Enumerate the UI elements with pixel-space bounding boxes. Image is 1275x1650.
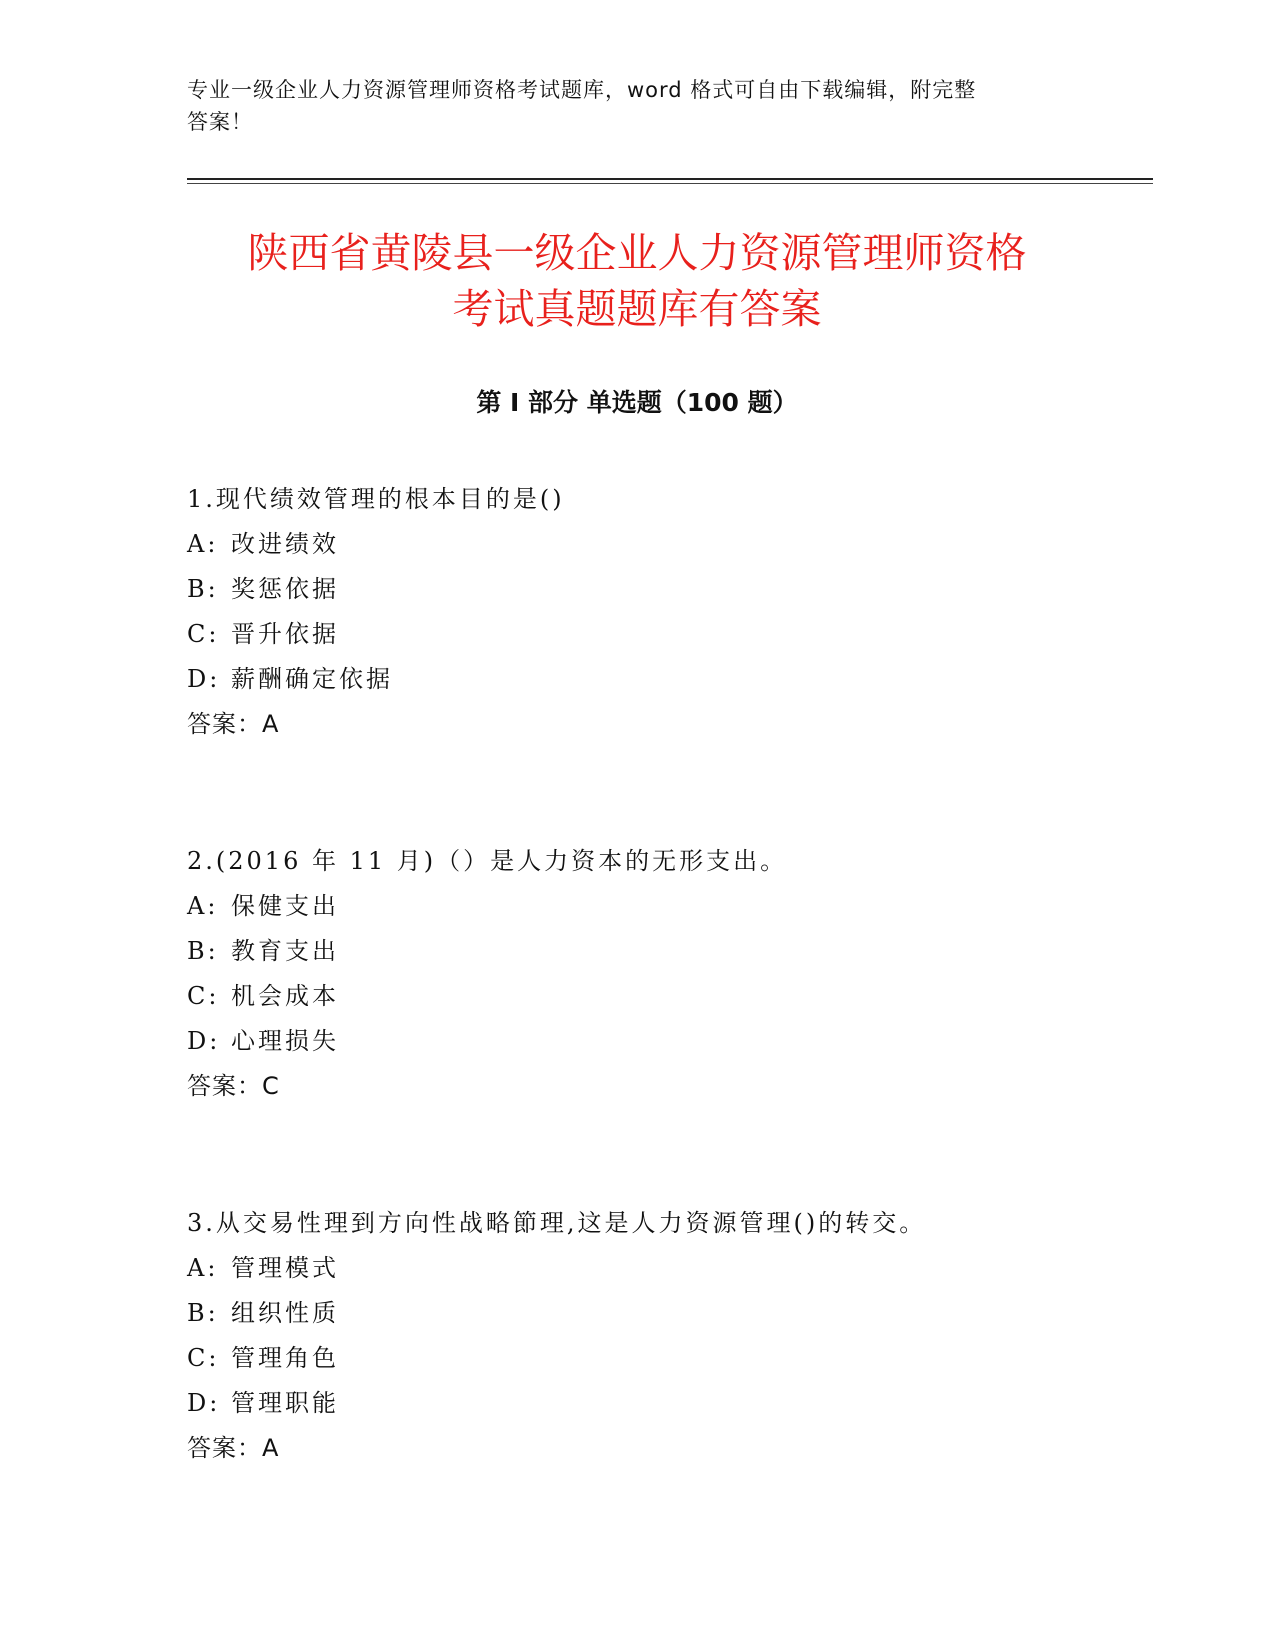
answer-line: 答案：A [187, 1434, 280, 1462]
answer-line: 答案：C [187, 1072, 280, 1100]
document-title-line2: 考试真题题库有答案 [452, 285, 822, 333]
option-letter: B: [187, 1299, 219, 1327]
document-title-line1: 陕西省黄陵县一级企业人力资源管理师资格 [247, 229, 1027, 277]
option-letter: C: [187, 982, 220, 1010]
option-letter: D: [187, 665, 221, 693]
option-text: 心理损失 [231, 1027, 339, 1055]
option-c [187, 1336, 1153, 1381]
option-text: 组织性质 [231, 1299, 339, 1327]
option-letter: A: [187, 1254, 219, 1282]
option-text: 教育支出 [231, 937, 339, 965]
question-spacer [187, 747, 1153, 839]
option-c [187, 974, 1153, 1019]
option-letter: D: [187, 1027, 221, 1055]
question-1 [187, 477, 1153, 747]
question-spacer [187, 1109, 1153, 1201]
option-d [187, 1019, 1153, 1064]
option-text: 薪酬确定依据 [231, 665, 393, 693]
option-letter: C: [187, 1344, 220, 1372]
document-title [187, 225, 1087, 337]
option-text: 管理模式 [231, 1254, 339, 1282]
header-divider-thin [187, 183, 1153, 184]
header-note [187, 74, 1087, 138]
option-d [187, 657, 1153, 702]
option-letter: D: [187, 1389, 221, 1417]
header-divider-thick [187, 178, 1153, 180]
option-letter: C: [187, 620, 220, 648]
option-a [187, 522, 1153, 567]
option-letter: A: [187, 530, 219, 558]
option-text: 机会成本 [231, 982, 339, 1010]
question-2 [187, 839, 1153, 1109]
option-d [187, 1381, 1153, 1426]
option-text: 晋升依据 [231, 620, 339, 648]
option-text: 管理角色 [231, 1344, 339, 1372]
question-stem: 1.现代绩效管理的根本目的是() [187, 485, 565, 513]
option-a [187, 1246, 1153, 1291]
option-text: 改进绩效 [231, 530, 339, 558]
question-3 [187, 1201, 1153, 1471]
option-letter: A: [187, 892, 219, 920]
option-c [187, 612, 1153, 657]
header-note-line2: 答案！ [187, 110, 253, 134]
question-stem: 3.从交易性理到方向性战略節理,这是人力资源管理()的转交。 [187, 1209, 927, 1237]
option-a [187, 884, 1153, 929]
option-b [187, 929, 1153, 974]
option-text: 管理职能 [231, 1389, 339, 1417]
option-letter: B: [187, 575, 219, 603]
section-title: 第 I 部分 单选题（100 题） [476, 388, 798, 417]
option-b [187, 1291, 1153, 1336]
question-stem: 2.(2016 年 11 月)（）是人力资本的无形支出。 [187, 847, 788, 875]
option-text: 保健支出 [231, 892, 339, 920]
option-b [187, 567, 1153, 612]
option-text: 奖惩依据 [231, 575, 339, 603]
question-list [187, 477, 1153, 1471]
answer-line: 答案：A [187, 710, 280, 738]
option-letter: B: [187, 937, 219, 965]
header-note-line1: 专业一级企业人力资源管理师资格考试题库，word 格式可自由下载编辑，附完整 [187, 78, 977, 102]
